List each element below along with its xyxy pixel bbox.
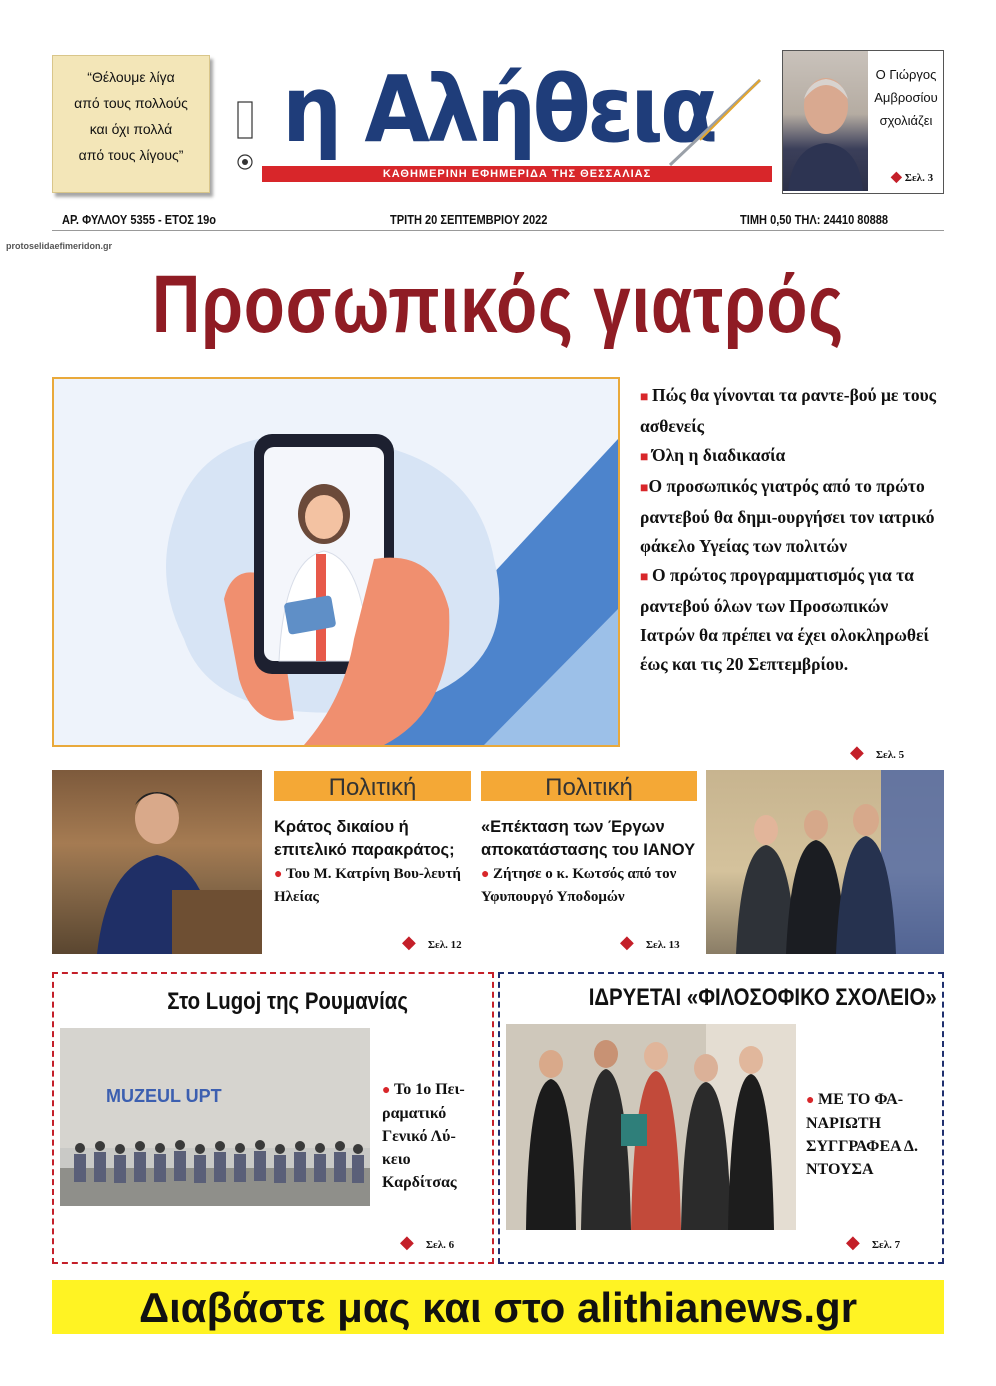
students-photo xyxy=(60,1028,370,1206)
diamond-icon: ◆ xyxy=(620,932,634,952)
watermark: protoselidaefimeridon.gr xyxy=(6,241,113,251)
box-text xyxy=(382,1078,478,1194)
bullet-icon: ■ xyxy=(640,390,652,405)
certification-badge-icon xyxy=(236,100,254,182)
bullet-text: Πώς θα γίνονται τα ραντε-βού με τους ασθενείς xyxy=(640,385,937,436)
logo-title: η Αλήθεια xyxy=(282,56,715,163)
three-men-illustration xyxy=(706,770,944,954)
slogan-box xyxy=(52,55,210,193)
diamond-icon: ◆ xyxy=(400,1232,414,1252)
lead-bullets xyxy=(640,381,946,679)
issue-date: ΤΡΙΤΗ 20 ΣΕΠΤΕΜΒΡΙΟΥ 2022 xyxy=(390,212,548,227)
story-sub-text: Ζήτησε ο κ. Κωτσός από τον Υφυπουργό Υποδομών xyxy=(481,866,677,905)
story-sub-text: Του Μ. Κατρίνη Βου-λευτή Ηλείας xyxy=(274,866,461,905)
bullet-icon: ● xyxy=(481,867,493,882)
box-text-value: ΜΕ ΤΟ ΦΑ-ΝΑΡΙΩΤΗ ΣΥΓΓΡΑΦΕΑ Δ. ΝΤΟΥΣΑ xyxy=(806,1091,918,1178)
lead-bullet xyxy=(640,381,946,441)
page-number: Σελ. 5 xyxy=(875,749,905,761)
box-page-ref[interactable] xyxy=(400,1232,454,1253)
bullet-text: Ο πρώτος προγραμματισμός για τα ραντεβού όλων των Προσωπικών Ιατρών θα πρέπει να έχει ολοκληρωθεί έως και τις 20 Σεπτεμβρίου. xyxy=(640,565,929,674)
museum-sign: MUZEUL UPT xyxy=(106,1086,222,1106)
box-text-value: Το 1ο Πει-ραματικό Γενικό Λύ-κειο Καρδίτσας xyxy=(382,1081,465,1191)
page-number: Σελ. 7 xyxy=(871,1239,901,1251)
divider xyxy=(52,230,944,231)
lead-illustration xyxy=(52,377,620,747)
story-sub xyxy=(274,863,474,909)
school-photo xyxy=(506,1024,796,1230)
lead-page-ref[interactable] xyxy=(850,742,904,763)
bullet-text: Όλη η διαδικασία xyxy=(651,445,786,465)
group-meeting-illustration xyxy=(506,1024,796,1230)
story-title: «Επέκταση των Έργων αποκατάστασης του ΙΑΝΟΥ xyxy=(481,818,696,859)
box-title: Στο Lugoj της Ρουμανίας xyxy=(167,988,408,1015)
romania-story-box[interactable] xyxy=(52,972,494,1264)
page-number: Σελ. 6 xyxy=(425,1239,455,1251)
page-number: Σελ. 13 xyxy=(645,939,680,951)
columnist-portrait-icon xyxy=(783,51,868,191)
diamond-icon: ◆ xyxy=(402,932,416,952)
bullet-icon: ● xyxy=(274,867,286,882)
website-banner[interactable]: Διαβάστε μας και στο alithianews.gr xyxy=(52,1280,944,1334)
story-left-page-ref[interactable] xyxy=(402,932,462,953)
slogan-line: από τους πολλούς xyxy=(74,95,188,111)
main-headline[interactable]: Προσωπικός γιατρός xyxy=(151,259,845,350)
lead-bullet xyxy=(640,441,946,472)
issue-number: ΑΡ. ΦΥΛΛΟΥ 5355 - ΕΤΟΣ 19ο xyxy=(62,212,217,227)
columnist-line: σχολιάζει xyxy=(879,113,933,128)
diamond-icon: ◆ xyxy=(846,1232,860,1252)
category-label: Πολιτική xyxy=(481,771,697,801)
diamond-icon: ◆ xyxy=(891,170,902,185)
box-page-ref[interactable] xyxy=(846,1232,900,1253)
columnist-page-ref xyxy=(891,169,933,186)
story-right[interactable] xyxy=(481,816,699,909)
columnist-caption xyxy=(871,63,941,132)
bullet-icon: ■ xyxy=(640,481,649,496)
story-right-page-ref[interactable] xyxy=(620,932,680,953)
bullet-text: Ο προσωπικός γιατρός από το πρώτο ραντεβού θα δημι-ουργήσει τον ιατρικό φάκελο Υγείας των πολιτών xyxy=(640,476,935,556)
box-title: ΙΔΡΥΕΤΑΙ «ΦΙΛΟΣΟΦΙΚΟ ΣΧΟΛΕΙΟ» xyxy=(588,984,937,1011)
museum-group-illustration xyxy=(60,1028,370,1206)
category-label: Πολιτική xyxy=(274,771,471,801)
slogan-line: από τους λίγους” xyxy=(78,147,184,163)
story-left[interactable] xyxy=(274,816,474,909)
columnist-line: Αμβροσίου xyxy=(874,90,938,105)
page-number: Σελ. 12 xyxy=(427,939,462,951)
logo-pen-icon xyxy=(660,70,770,170)
politician-photo xyxy=(52,770,262,954)
story-title: Κράτος δικαίου ή επιτελικό παρακράτος; xyxy=(274,818,455,859)
meeting-photo xyxy=(706,770,944,954)
box-text xyxy=(806,1088,926,1181)
speaker-podium-illustration xyxy=(52,770,262,954)
bullet-icon: ● xyxy=(806,1093,818,1108)
lead-bullet xyxy=(640,561,946,679)
columnist-photo xyxy=(783,51,868,191)
bullet-icon: ● xyxy=(382,1083,394,1098)
columnist-box[interactable] xyxy=(782,50,944,194)
lead-bullet xyxy=(640,472,946,561)
page-number: Σελ. 3 xyxy=(904,172,934,184)
phone-doctor-illustration xyxy=(54,379,618,745)
diamond-icon: ◆ xyxy=(850,742,864,762)
bullet-icon: ■ xyxy=(640,570,652,585)
slogan-line: και όχι πολλά xyxy=(89,121,173,137)
price-phone: ΤΙΜΗ 0,50 ΤΗΛ: 24410 80888 xyxy=(740,212,889,227)
slogan-line: “Θέλουμε λίγα xyxy=(87,69,175,85)
school-story-box[interactable] xyxy=(498,972,944,1264)
columnist-line: Ο Γιώργος xyxy=(875,67,937,82)
logo-subtitle: ΚΑΘΗΜΕΡΙΝΗ ΕΦΗΜΕΡΙΔΑ ΤΗΣ ΘΕΣΣΑΛΙΑΣ xyxy=(262,166,772,182)
story-sub xyxy=(481,863,699,909)
bullet-icon: ■ xyxy=(640,450,652,465)
